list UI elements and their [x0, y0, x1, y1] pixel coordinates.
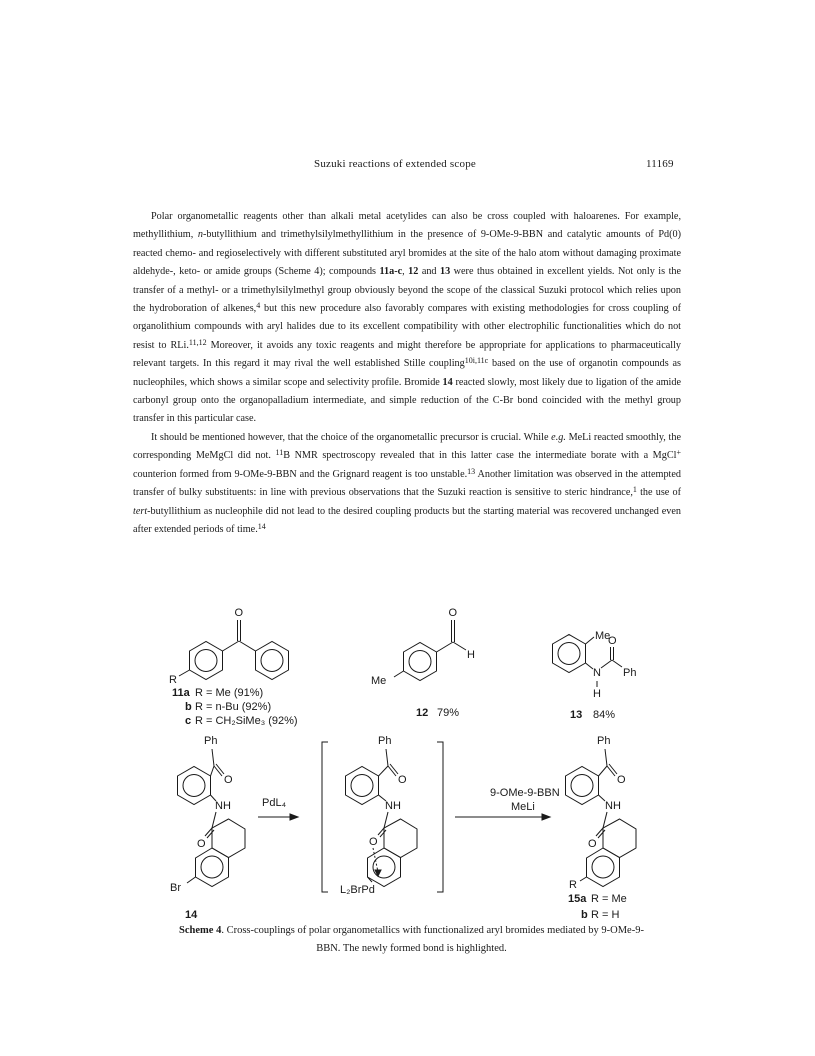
atom-label: O: [608, 635, 617, 647]
italic-run: tert: [133, 505, 148, 517]
compound-ref: 14: [442, 376, 453, 388]
bond: [386, 749, 388, 766]
atom-label: L₂BrPd: [340, 884, 375, 896]
ring: [587, 848, 620, 887]
bond: [179, 670, 190, 676]
ring-circle: [183, 775, 205, 797]
bond: [599, 766, 608, 776]
ring: [603, 819, 636, 858]
arrow-head: [290, 814, 298, 820]
bond: [390, 764, 398, 774]
bond: [379, 766, 389, 776]
compound-ref: 11a-c: [379, 266, 403, 278]
text-run: were thus obtained in excellent yields. Not only is the transfer of a methyl- or a trimethylsilylmethyl group obviously beyond the scope of the classical Suzuki protocol which relies upon the hydroboration of alkenes,: [133, 266, 682, 315]
atom-label: N: [593, 667, 601, 679]
compound-14-structure: [170, 735, 245, 894]
running-head: [0, 158, 815, 174]
atom-label: Ph: [204, 735, 218, 747]
atom-label: O: [588, 838, 597, 850]
italic-run: e.g.: [551, 431, 566, 443]
bond: [394, 671, 404, 677]
text-run: Polar organometallic reagents other than alkali metal acetylides can also be cross coupled with haloarenes. For example, methyllithium,: [133, 211, 681, 241]
bond: [211, 766, 215, 776]
citation: 11,12: [188, 337, 207, 347]
arrow-head: [542, 814, 550, 820]
ring: [196, 848, 229, 887]
ring: [178, 767, 211, 805]
bond: [207, 830, 214, 838]
atom-label: Ph: [378, 735, 392, 747]
bond: [586, 637, 595, 644]
bond: [223, 641, 240, 651]
atom-label: Me: [371, 675, 387, 687]
pd-intermediate-structure: [322, 735, 443, 896]
atom-label: O: [197, 838, 206, 850]
compound-yield: 84%: [593, 709, 616, 721]
italic-run: n: [197, 229, 203, 241]
ring-circle: [558, 643, 580, 665]
bond: [586, 663, 594, 669]
atom-label: O: [224, 774, 233, 786]
ring-circle: [592, 856, 614, 878]
compound-ref: 12: [408, 266, 419, 278]
compound-substituent: R = Me: [591, 893, 627, 905]
ring: [384, 819, 417, 858]
bond: [214, 766, 222, 776]
compound-label: 15a: [568, 893, 587, 905]
atom-label: NH: [215, 800, 231, 812]
compound-label: 13: [570, 709, 583, 721]
atom-label: O: [617, 774, 626, 786]
scheme-4-figure: [150, 596, 690, 936]
compound-substituent: R = Me (91%): [195, 687, 264, 699]
isotope-superscript: 11: [275, 448, 284, 458]
citation: 10i,11c: [464, 356, 489, 366]
bond: [216, 764, 224, 774]
bond: [612, 660, 622, 667]
charge-superscript: +: [676, 448, 681, 458]
compound-substituent: R = n-Bu (92%): [195, 701, 272, 713]
atom-label: R: [569, 879, 577, 891]
ring-circle: [409, 651, 431, 673]
body-text: [133, 208, 681, 539]
ring: [566, 767, 599, 805]
ring: [404, 643, 437, 681]
bond: [580, 877, 587, 881]
compound-label: 11a: [172, 687, 190, 699]
atom-label: R: [169, 674, 177, 686]
compound-12-structure: [371, 607, 475, 687]
atom-label: Me: [595, 630, 611, 642]
ring: [368, 848, 401, 887]
text-run: counterion formed from 9-OMe-9-BBN and the Grignard reagent is too unstable.: [133, 468, 468, 480]
atom-label: H: [467, 649, 475, 661]
bond: [601, 660, 612, 668]
ring-circle: [351, 775, 373, 797]
atom-label: O: [448, 607, 458, 619]
scheme-caption: [168, 922, 655, 958]
bond: [212, 749, 214, 766]
ring: [190, 642, 223, 680]
text-run: but this new procedure also favorably compares with existing methodologies for cross coupling of organolithium compounds with aryl halides due to its excellent compatibility with other electrophilic functionalities which do not resist to RLi.: [133, 303, 681, 351]
compound-15-structure: [566, 735, 637, 891]
bond: [598, 830, 605, 838]
text-run: B NMR spectroscopy revealed that in this latter case the intermediate borate with a MgCl: [283, 450, 677, 462]
compound-substituent: R = H: [591, 909, 620, 921]
bond: [437, 642, 454, 652]
bond: [596, 828, 603, 836]
atom-label: O: [398, 774, 407, 786]
text-run: the use of: [636, 487, 681, 499]
text-run: Moreover, it avoids any toxic reagents and might therefore be appropriate for applications to pharmaceutically relevant targets. In this regard it may rival the well established Stille coupling: [133, 339, 681, 370]
compound-label: b: [185, 701, 192, 713]
reagent-label: PdL₄: [262, 797, 287, 809]
ring-circle: [373, 856, 395, 878]
citation: 1: [632, 485, 637, 495]
text-run: based on the use of organotin compounds as nucleophiles, which shows a similar scope and selectivity profile. Bromide: [133, 358, 682, 388]
text-run: MeLi reacted smoothly, the corresponding MeMgCl did not.: [133, 431, 681, 462]
text-run: -butyllithium as nucleophile did not lead to the desired coupling products but the starting material was recovered unchanged even after extended periods of time.: [133, 505, 681, 535]
bond: [205, 828, 212, 836]
paragraph-1: [133, 208, 681, 429]
citation: 13: [467, 466, 476, 476]
paragraph-2: [133, 429, 681, 539]
caption-lead: Scheme 4: [179, 925, 222, 936]
compound-label: b: [581, 909, 588, 921]
scheme-4-structures: [150, 596, 690, 926]
bond: [607, 766, 615, 776]
ring: [256, 642, 289, 680]
ring-circle: [571, 775, 593, 797]
ring: [346, 767, 379, 805]
text-run: Another limitation was observed in the attempted transfer of bulky substituents: in line with previous observations that the Suzuki reaction is sensitive to steric hindrance,: [133, 468, 681, 499]
compound-label: 12: [416, 707, 429, 719]
compound-label: c: [185, 715, 192, 727]
atom-label: O: [369, 836, 378, 848]
reagent-label: 9-OMe-9-BBN: [490, 787, 560, 799]
bracket-right: [437, 742, 443, 892]
citation: 4: [256, 301, 261, 311]
text-run: It should be mentioned however, that the choice of the organometallic precursor is crucial. While: [151, 431, 552, 443]
text-run: ,: [402, 266, 409, 278]
compound-11-structure: [169, 607, 289, 686]
bond: [388, 766, 396, 776]
atom-label: O: [234, 607, 244, 619]
ring-circle: [261, 650, 283, 672]
text-run: reacted slowly, most likely due to ligation of the amide carbonyl group onto the organopalladium intermediate, and simple reduction of the C-Br bond coincided with the methyl group transfer in this particular case.: [133, 376, 681, 425]
ring: [212, 819, 245, 858]
atom-label: NH: [605, 800, 621, 812]
reagent-label: MeLi: [511, 801, 535, 813]
bracket-left: [322, 742, 328, 892]
text-run: and: [418, 266, 441, 278]
atom-label: NH: [385, 800, 401, 812]
bond: [605, 749, 607, 766]
atom-label: Ph: [597, 735, 611, 747]
text-run: -butyllithium and trimethylsilylmethyllithium in the presence of 9-OMe-9-BBN and catalytic amounts of Pd(0) reacted chemo- and regioselectively with different substituted aryl bromides at the site of the halo atom without damaging proximate aldehyde-, keto- or amide groups (Scheme 4); compounds: [133, 229, 681, 278]
ring-circle: [201, 856, 223, 878]
compound-yield: 79%: [437, 707, 460, 719]
atom-label: H: [593, 688, 601, 700]
atom-label: Br: [170, 882, 181, 894]
ring-circle: [195, 650, 217, 672]
page-number: 11169: [646, 158, 674, 170]
citation: 14: [257, 521, 266, 531]
compound-substituent: R = CH₂SiMe₃ (92%): [195, 715, 298, 727]
bond: [239, 641, 256, 651]
bond: [187, 877, 196, 883]
compound-13-structure: [553, 630, 637, 700]
compound-ref: 13: [440, 266, 451, 278]
running-head-title: Suzuki reactions of extended scope: [314, 158, 476, 170]
atom-label: Ph: [623, 667, 637, 679]
compound-label: 14: [185, 909, 198, 921]
bond: [453, 642, 466, 650]
bond: [609, 764, 617, 774]
caption-text: . Cross-couplings of polar organometallics with functionalized aryl bromides mediated by 9-OMe-9-BBN. The newly formed bond is highlighted.: [221, 925, 644, 954]
ring: [553, 635, 586, 673]
